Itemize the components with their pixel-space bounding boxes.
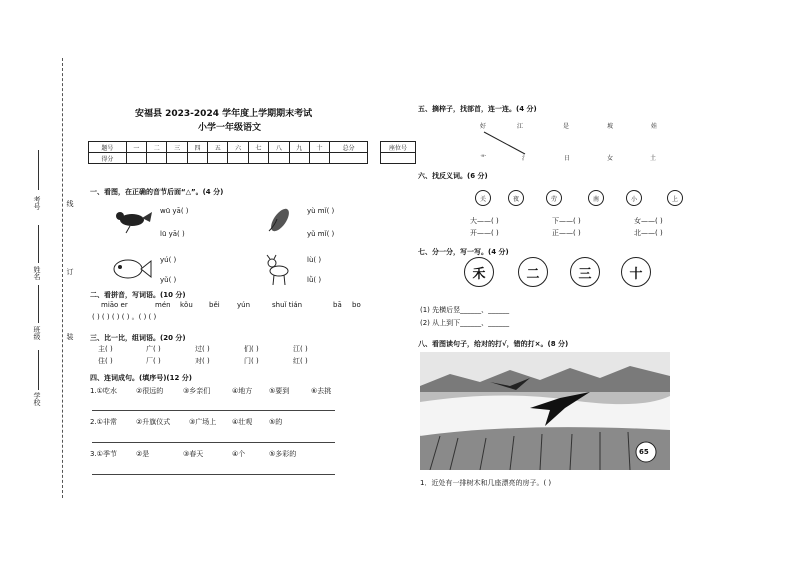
seat-table bbox=[380, 141, 416, 164]
q7-char-circle bbox=[621, 257, 651, 287]
q7-sentence[interactable]: (2) 从上到下______、______ bbox=[420, 319, 510, 327]
score-table-header-cell: 十 bbox=[309, 142, 329, 153]
q4-word: ③广场上 bbox=[189, 418, 217, 426]
butterfly-char: 江 bbox=[516, 122, 523, 130]
apple-card[interactable] bbox=[557, 149, 577, 165]
q6-word-circle bbox=[508, 190, 524, 206]
butterfly-card[interactable] bbox=[555, 117, 577, 133]
score-cell[interactable] bbox=[248, 153, 268, 164]
q2-pinyin: mén bbox=[155, 301, 171, 309]
q4-title: 四、连词成句。(填序号)(12 分) bbox=[90, 374, 192, 382]
q6-pair[interactable]: 正——( ) bbox=[552, 229, 581, 237]
q1-option[interactable]: yù mǐ( ) bbox=[307, 207, 335, 215]
q2-pinyin: běi bbox=[209, 301, 220, 309]
name-field[interactable] bbox=[38, 225, 39, 263]
q3-item[interactable]: 红( ) bbox=[293, 357, 308, 365]
q6-word: 劳 bbox=[550, 195, 557, 203]
q7-title: 七、分一分，写一写。(4 分) bbox=[418, 248, 509, 256]
q5-title: 五、摘梓子，找部首，连一连。(4 分) bbox=[418, 105, 537, 113]
deer-image bbox=[264, 254, 294, 286]
score-cell[interactable] bbox=[187, 153, 207, 164]
q6-word-circle bbox=[667, 190, 683, 206]
score-cell[interactable] bbox=[309, 153, 329, 164]
q4-word: 1.①吃水 bbox=[90, 387, 117, 395]
q2-title: 二、看拼音，写词语。(10 分) bbox=[90, 291, 186, 299]
q4-word: 3.①季节 bbox=[90, 450, 117, 458]
q2-pinyin: bo bbox=[352, 301, 361, 309]
q1-option[interactable]: wū yā( ) bbox=[160, 207, 189, 215]
q3-item[interactable]: 对( ) bbox=[195, 357, 210, 365]
score-cell[interactable] bbox=[330, 153, 368, 164]
q7-char: 十 bbox=[629, 266, 643, 282]
class-label: 班级 bbox=[33, 326, 41, 340]
q1-option[interactable]: lǜ( ) bbox=[307, 276, 322, 284]
score-table bbox=[88, 141, 368, 164]
score-cell[interactable] bbox=[147, 153, 167, 164]
q1-option[interactable]: lù( ) bbox=[307, 256, 322, 264]
q4-word: ②是 bbox=[136, 450, 150, 458]
score-table-score-row bbox=[89, 153, 368, 164]
school-label: 学校 bbox=[33, 392, 41, 406]
exam-subtitle: 小学一年级语文 bbox=[198, 123, 262, 133]
q6-word-circle bbox=[546, 190, 562, 206]
q6-pair[interactable]: 开——( ) bbox=[470, 229, 499, 237]
score-table-header-cell: 四 bbox=[187, 142, 207, 153]
butterfly-card[interactable] bbox=[599, 117, 621, 133]
crow-image bbox=[112, 206, 152, 234]
q4-word: ③春天 bbox=[183, 450, 204, 458]
score-table-header-cell: 题号 bbox=[89, 142, 127, 153]
butterfly-char: 娃 bbox=[650, 122, 657, 130]
q6-pair[interactable]: 大——( ) bbox=[470, 217, 499, 225]
butterfly-card[interactable] bbox=[643, 117, 665, 133]
page-number-badge: 65 bbox=[639, 448, 649, 456]
exam-title: 安福县 2023-2024 学年度上学期期末考试 bbox=[135, 109, 313, 119]
q3-item[interactable]: 厂( ) bbox=[146, 357, 161, 365]
score-table-header-cell: 二 bbox=[147, 142, 167, 153]
q3-item[interactable]: 们( ) bbox=[244, 345, 259, 353]
q4-word: ⑤的 bbox=[269, 418, 283, 426]
q4-word: ③乡亲们 bbox=[183, 387, 211, 395]
butterfly-card[interactable] bbox=[472, 117, 494, 133]
score-cell[interactable] bbox=[126, 153, 146, 164]
q7-char-circle bbox=[570, 257, 600, 287]
q7-char-circle bbox=[518, 257, 548, 287]
q2-pinyin: yún bbox=[237, 301, 251, 309]
q1-title: 一、看图，在正确的音节后面“△”。(4 分) bbox=[90, 188, 224, 196]
apple-char: 艹 bbox=[479, 154, 486, 162]
binding-dashed-line bbox=[62, 58, 63, 498]
q6-word: 南 bbox=[592, 195, 599, 203]
name-label: 姓名 bbox=[33, 266, 41, 280]
q4-word: ④地方 bbox=[232, 387, 253, 395]
q2-pinyin: miāo er bbox=[101, 301, 128, 309]
score-cell[interactable] bbox=[289, 153, 309, 164]
score-cell[interactable] bbox=[208, 153, 228, 164]
seat-label: 座位号 bbox=[381, 142, 416, 153]
q1-option[interactable]: yǔ mǐ( ) bbox=[307, 230, 335, 238]
student-id-label: 考号 bbox=[33, 196, 41, 210]
q4-answer-line[interactable] bbox=[92, 410, 335, 411]
fold-line-label: 线 bbox=[66, 200, 74, 207]
q7-sentence[interactable]: (1) 先横后竖______、______ bbox=[420, 306, 510, 314]
score-table-header-cell: 五 bbox=[208, 142, 228, 153]
butterfly-char: 好 bbox=[479, 122, 486, 130]
q6-word-circle bbox=[626, 190, 642, 206]
student-id-field[interactable] bbox=[38, 150, 39, 190]
q6-title: 六、找反义词。(6 分) bbox=[418, 172, 488, 180]
q6-word: 夜 bbox=[512, 195, 519, 203]
q6-word-circle bbox=[475, 190, 491, 206]
school-field[interactable] bbox=[38, 350, 39, 390]
score-table-header-cell: 九 bbox=[289, 142, 309, 153]
q4-word: ②升旗仪式 bbox=[136, 418, 171, 426]
score-row-label: 得分 bbox=[89, 153, 127, 164]
q6-pair[interactable]: 女——( ) bbox=[634, 217, 663, 225]
q1-option[interactable]: yú( ) bbox=[160, 256, 177, 264]
q3-item[interactable]: 广( ) bbox=[146, 345, 161, 353]
q6-word-circle bbox=[588, 190, 604, 206]
score-table-header-cell: 六 bbox=[228, 142, 248, 153]
q4-word: ④壮观 bbox=[232, 418, 253, 426]
q8-sentence[interactable]: 1．近处有一排树木和几座漂亮的房子。( ) bbox=[420, 479, 552, 487]
q2-pinyin: bā bbox=[333, 301, 342, 309]
apple-char: 日 bbox=[563, 154, 570, 162]
apple-card[interactable] bbox=[515, 149, 535, 165]
q4-answer-line[interactable] bbox=[92, 474, 335, 475]
q4-word: ⑥去挑 bbox=[311, 387, 332, 395]
q6-word: 小 bbox=[630, 195, 637, 203]
fish-image bbox=[108, 254, 152, 284]
q2-answer-row[interactable]: ( ) ( ) ( ) ( ) 。( ) ( ) bbox=[92, 313, 157, 321]
score-table-header-cell: 八 bbox=[269, 142, 289, 153]
q4-word: 2.①非常 bbox=[90, 418, 117, 426]
score-cell[interactable] bbox=[167, 153, 187, 164]
q7-char-circle bbox=[464, 257, 494, 287]
apple-char: 氵 bbox=[521, 154, 528, 162]
q4-word: ⑤要到 bbox=[269, 387, 290, 395]
fold-ding-label: 订 bbox=[66, 268, 74, 275]
seat-field[interactable] bbox=[381, 153, 416, 164]
q4-word: ⑤多彩的 bbox=[269, 450, 297, 458]
q7-char: 三 bbox=[578, 266, 592, 282]
fold-zhuang-label: 装 bbox=[66, 333, 74, 340]
q4-word: ④个 bbox=[232, 450, 246, 458]
score-cell[interactable] bbox=[269, 153, 289, 164]
q4-word: ②很远的 bbox=[136, 387, 164, 395]
apple-char: 女 bbox=[606, 154, 613, 162]
q1-option[interactable]: lū yā( ) bbox=[160, 230, 185, 238]
butterfly-char: 是 bbox=[562, 122, 569, 130]
q3-title: 三、比一比，组词语。(20 分) bbox=[90, 334, 186, 342]
q7-char: 禾 bbox=[472, 266, 486, 282]
q8-title: 八、看图读句子，给对的打√，错的打×。(8 分) bbox=[418, 340, 569, 348]
score-table-header-cell: 三 bbox=[167, 142, 187, 153]
q3-item[interactable]: 江( ) bbox=[293, 345, 308, 353]
apple-char: 土 bbox=[649, 154, 656, 162]
q3-item[interactable]: 过( ) bbox=[195, 345, 210, 353]
apple-card[interactable] bbox=[643, 149, 663, 165]
class-field[interactable] bbox=[38, 285, 39, 323]
q3-item[interactable]: 主( ) bbox=[98, 345, 113, 353]
butterfly-char: 坡 bbox=[606, 122, 613, 130]
apple-card[interactable] bbox=[473, 149, 493, 165]
score-table-header-cell: 七 bbox=[248, 142, 268, 153]
butterfly-card[interactable] bbox=[509, 117, 531, 133]
q4-answer-line[interactable] bbox=[92, 442, 335, 443]
q7-char: 二 bbox=[526, 266, 540, 282]
q3-item[interactable]: 门( ) bbox=[244, 357, 259, 365]
score-table-header-cell: 总分 bbox=[330, 142, 368, 153]
corn-image bbox=[265, 205, 295, 235]
q6-word: 上 bbox=[671, 195, 678, 203]
q6-word: 关 bbox=[479, 195, 486, 203]
score-table-header-cell: 一 bbox=[126, 142, 146, 153]
apple-card[interactable] bbox=[600, 149, 620, 165]
q2-pinyin: kǒu bbox=[180, 301, 193, 309]
q8-scene-illustration bbox=[420, 352, 670, 470]
q3-item[interactable]: 住( ) bbox=[98, 357, 113, 365]
q6-pair[interactable]: 下——( ) bbox=[552, 217, 581, 225]
score-cell[interactable] bbox=[228, 153, 248, 164]
q6-pair[interactable]: 北——( ) bbox=[634, 229, 663, 237]
q2-pinyin: shuǐ tián bbox=[272, 301, 303, 309]
q1-option[interactable]: yǔ( ) bbox=[160, 276, 177, 284]
score-table-header-row bbox=[89, 142, 368, 153]
